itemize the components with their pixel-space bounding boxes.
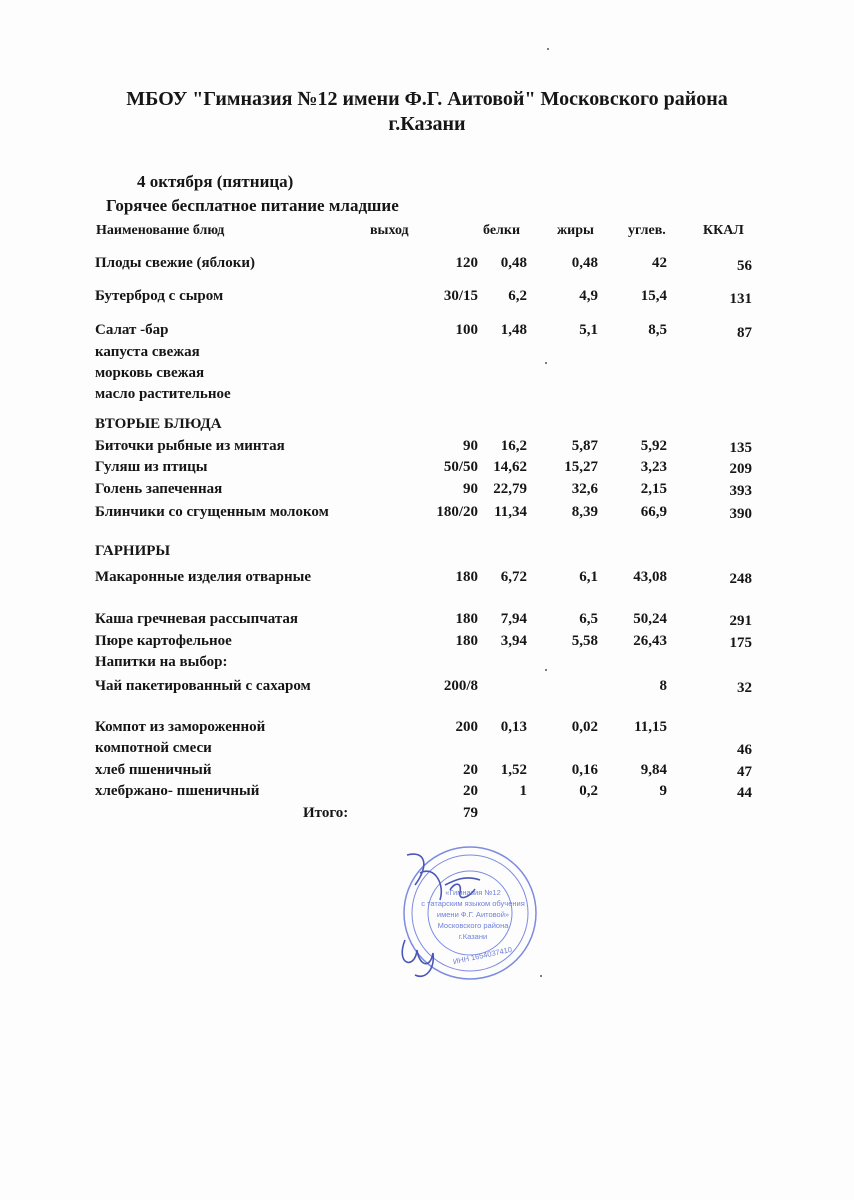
cell-kcal: 47 [737,764,752,780]
cell-c: 2,15 [640,481,667,497]
cell-kcal: 135 [729,440,752,456]
cell-c: 26,43 [633,633,667,649]
cell-f: 5,1 [579,322,598,338]
cell-f: 32,6 [571,481,598,497]
cell-kcal: 291 [729,613,752,629]
title-text-city: г.Казани [388,113,466,135]
cell-out: 200 [455,719,478,735]
dish-name: Гуляш из птицы [95,459,208,475]
dish-name: Напитки на выбор: [95,654,228,670]
dish-name: Компот из замороженной [95,719,266,735]
cell-out: 180 [455,633,478,649]
column-header: Наименование блюд [96,223,225,238]
cell-kcal: 390 [729,506,752,522]
cell-f: 4,9 [579,288,598,304]
scan-speck [540,975,542,977]
cell-kcal: 131 [729,291,752,307]
dish-name: Чай пакетированный с сахаром [95,678,311,694]
cell-c: 3,23 [640,459,667,475]
cell-p: 1,48 [500,322,527,338]
total-label: Итого: [303,805,349,821]
dish-name: Салат -бар [95,322,169,338]
cell-p: 7,94 [500,611,527,627]
school-seal-stamp [385,845,545,985]
cell-out: 20 [463,783,478,799]
cell-p: 6,72 [500,569,527,585]
cell-c: 15,4 [640,288,667,304]
cell-p: 0,48 [500,255,527,271]
cell-kcal: 87 [737,325,752,341]
cell-p: 3,94 [500,633,527,649]
cell-c: 66,9 [640,504,667,520]
cell-f: 0,2 [579,783,598,799]
dish-name: морковь свежая [95,365,205,381]
cell-p: 11,34 [494,504,527,520]
cell-p: 1,52 [500,762,527,778]
document-title-line1 [0,88,854,111]
dish-name: Каша гречневая рассыпчатая [95,611,299,627]
cell-p: 6,2 [508,288,527,304]
cell-out: 100 [455,322,478,338]
document-title-line2 [0,113,854,136]
cell-out: 50/50 [443,459,478,475]
column-header: жиры [557,223,594,238]
svg-text:имени Ф.Г. Аитовой»: имени Ф.Г. Аитовой» [436,910,510,919]
cell-c: 8,5 [648,322,667,338]
cell-f: 5,87 [571,438,598,454]
cell-p: 1 [519,783,527,799]
svg-text:с татарским языком обучения: с татарским языком обучения [421,899,525,908]
column-header: углев. [628,223,666,238]
total-value: 79 [463,805,478,821]
cell-kcal: 175 [729,635,752,651]
cell-out: 180/20 [436,504,478,520]
dish-name: Макаронные изделия отварные [95,569,312,585]
scan-speck [545,669,547,671]
cell-f: 15,27 [564,459,598,475]
cell-p: 16,2 [500,438,527,454]
column-header: ККАЛ [703,223,744,238]
dish-name: Пюре картофельное [95,633,232,649]
cell-out: 180 [455,611,478,627]
column-header: выход [370,223,409,238]
cell-c: 11,15 [634,719,667,735]
dish-name: хлебржано- пшеничный [95,783,260,799]
dish-name: хлеб пшеничный [95,762,212,778]
dish-name: Плоды свежие (яблоки) [95,255,255,271]
dish-name: Бутерброд с сыром [95,288,224,304]
cell-c: 9 [659,783,667,799]
dish-name: компотной смеси [95,740,212,756]
dish-name: масло растительное [95,386,231,402]
svg-text:Московского района: Московского района [437,921,509,930]
svg-text:г.Казани: г.Казани [458,932,488,941]
menu-date: 4 октября (пятница) [137,172,294,191]
cell-out: 120 [455,255,478,271]
cell-c: 9,84 [640,762,667,778]
cell-f: 0,48 [571,255,598,271]
cell-out: 90 [463,481,478,497]
menu-subtitle: Горячее бесплатное питание младшие [106,196,399,215]
cell-f: 8,39 [571,504,598,520]
dish-name: капуста свежая [95,344,200,360]
scan-speck [547,48,549,50]
cell-kcal: 209 [729,461,752,477]
cell-p: 22,79 [493,481,527,497]
title-text: МБОУ "Гимназия №12 имени Ф.Г. Аитовой" Московского района [126,88,728,110]
cell-f: 5,58 [571,633,598,649]
cell-c: 43,08 [633,569,667,585]
cell-kcal: 44 [737,785,752,801]
cell-p: 14,62 [493,459,527,475]
svg-text:«Гимназия №12: «Гимназия №12 [445,888,501,897]
cell-c: 50,24 [633,611,667,627]
cell-c: 5,92 [640,438,667,454]
cell-kcal: 46 [737,742,752,758]
cell-out: 90 [463,438,478,454]
dish-name: ГАРНИРЫ [95,543,171,559]
cell-c: 8 [659,678,667,694]
column-header: белки [483,223,521,238]
cell-kcal: 393 [729,483,752,499]
svg-text:ИНН 1654037410: ИНН 1654037410 [452,944,513,967]
dish-name: Голень запеченная [95,481,223,497]
cell-kcal: 248 [729,571,752,587]
cell-f: 6,5 [579,611,598,627]
cell-kcal: 32 [737,680,752,696]
cell-out: 30/15 [443,288,478,304]
scan-speck [545,362,547,364]
cell-f: 0,02 [571,719,598,735]
cell-out: 180 [455,569,478,585]
dish-name: ВТОРЫЕ БЛЮДА [95,416,222,432]
dish-name: Блинчики со сгущенным молоком [95,504,329,520]
cell-f: 0,16 [571,762,598,778]
cell-f: 6,1 [579,569,598,585]
cell-out: 200/8 [443,678,478,694]
cell-kcal: 56 [737,258,752,274]
cell-c: 42 [652,255,667,271]
cell-p: 0,13 [500,719,527,735]
cell-out: 20 [463,762,478,778]
dish-name: Биточки рыбные из минтая [95,438,285,454]
